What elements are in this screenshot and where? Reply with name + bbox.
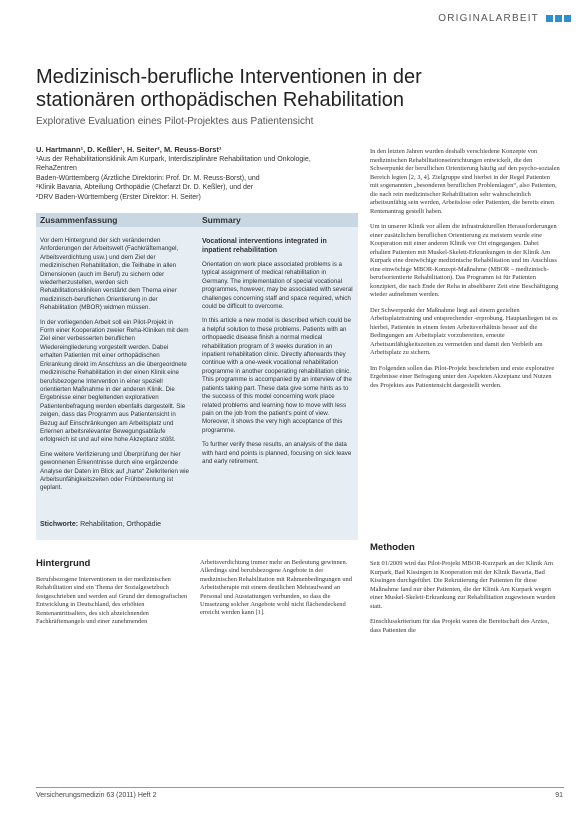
background-column: [36, 576, 188, 626]
body-paragraph: Einschlusskriterium für das Projekt waren die Bereitschaft des Arztes, dass Patienten die: [370, 618, 550, 634]
square-icon: [546, 15, 553, 22]
keywords-value: Rehabilitation, Orthopädie: [80, 521, 162, 528]
section-squares: [546, 15, 571, 22]
keywords: [40, 521, 161, 528]
section-label: ORIGINALARBEIT: [438, 13, 539, 24]
journal-citation: Versicherungsmedizin 63 (2011) Heft 2: [36, 792, 157, 799]
body-paragraph: Berufsbezogene Interventionen in der medizinischen Rehabilitation sind ein Thema der Sozialgesetzbuch festgeschrieben und werden auf Grund der demografischen Entwicklung in Deutschland, des erhöhten Rentenantrittsalters, des sich abzeichnenden Fachkräftemangels und einer zunehmenden: [36, 576, 188, 626]
affiliation-line: ¹Aus der Rehabilitationsklinik Am Kurpark, Interdisziplinäre Rehabilitation und Onkologie, RehaZentren: [36, 155, 311, 172]
body-paragraph: Der Schwerpunkt der Maßnahme liegt auf einem gezielten Arbeitsplatztraining und entsprechender -erprobung. Hauptanliegen ist es hierbei, Patienten in einem festen Arbeitsverhältnis besser auf die Bedingungen am Arbeitsplatz vorzubereiten, erneute Arbeitsunfähigkeitszeiten zu vermeiden und damit den Verbleib am Arbeitsplatz zu sichern.: [370, 306, 558, 356]
background-heading: Hintergrund: [36, 558, 91, 569]
abstract-paragraph: Eine weitere Verifizierung und Überprüfung der hier gewonnenen Erkenntnisse durch eine ergänzende Analyse der Daten im Blick auf „harte“ Zielkriterien wie Arbeitsunfähigkeitszeiten oder Frühberentung ist geplant.: [40, 450, 189, 492]
article-title: Medizinisch-berufliche Interventionen in der stationären orthopädischen Rehabilitation: [36, 66, 422, 111]
author-names: U. Hartmann¹, D. Keßler¹, H. Seiter², M. Reuss-Borst¹: [36, 145, 222, 154]
methods-column: [370, 560, 560, 642]
summary-box: [36, 213, 358, 540]
article-subtitle: Explorative Evaluation eines Pilot-Projektes aus Patientensicht: [36, 116, 314, 127]
abstract-paragraph: In der vorliegenden Arbeit soll ein Pilot-Projekt in Form einer Kooperation zweier Reha-Kliniken mit dem Ziel einer verbesserten beruflichen Wiedereingliederung vorgestellt werden. Dabei erhalten Patienten mit einer orthopädischen Erkrankung direkt im Anschluss an die übergeordnete medizinische Rehabilitation in der einen Klinik eine berufsbezogene Intervention in einer speziell orientierten Maßnahme in der anderen Klinik. Die Ergebnisse einer begleitenden explorativen Patientenbefragung werden ebenfalls dargestellt. Sie zeigen, dass das Programm aus Patientensicht in Bezug auf Einschränkungen am Arbeitsplatz und Erlernen arbeitsrelevanter Bewegungsabläufe erfolgreich ist und auf eine hohe Akzeptanz stößt.: [40, 318, 189, 444]
square-icon: [555, 15, 562, 22]
affiliation-line: ²DRV Baden-Württemberg (Erster Direktor: H. Seiter): [36, 193, 201, 201]
middle-column: [200, 559, 358, 618]
heading-zusammenfassung: Zusammenfassung: [40, 215, 118, 225]
abstract-paragraph: Vor dem Hintergrund der sich verändernden Anforderungen der Arbeitswelt (Fachkräftemangel, Arbeitsverdichtung usw.) und dem Ziel der medizinischen Rehabilitation, die Teilhabe in allen Dimensionen (auch im Beruf) zu sichern oder wiederherzustellen, werden sich Rehabilitationskliniken verstärkt dem Thema einer medizinisch-beruflichen Orientierung in der Rehabilitation (MBOR) widmen müssen.: [40, 237, 179, 312]
abstract-english: [202, 237, 353, 472]
body-paragraph: Um in unserer Klinik vor allem die infrastrukturellen Herausforderungen einer zusätzlichen beruflichen Orientierung zu meistern wurde eine Kooperation mit einer anderen Klinik vor Ort eingegangen. Dabei erhalten Patienten mit Muskel-Skelett-Erkrankungen in der Klinik Am Kurpark eine dreiwöchige medizinische Rehabilitation und im Anschluss eine einwöchige MBOR-Konzept-Maßnahme (MBOR – medizinisch-berufsorientierte Rehabilitation). Das Programm ist für Patienten konzipiert, die nach Ende der Reha in absehbarer Zeit eine Beschäftigung wieder aufnehmen werden.: [370, 223, 559, 298]
body-paragraph: In den letzten Jahren wurden deshalb verschiedene Konzepte von medizinischen Rehabilitationseinrichtungen entwickelt, die den Schwerpunkt der beruflichen Orientierung häufig auf den psycho-sozialen Bereich legten [2, 3, 4]. Zielgruppe sind hierbei in der Regel Patienten mit sogenannten „besonderen beruflichen Problemlagen“, also Patienten, die nach rein medizinischer Rehabilitation sehr wahrscheinlich arbeitsunfähig sein werden, Arbeitslose oder Patienten, die bereits einen Rentenantrag gestellt haben.: [370, 148, 560, 215]
methods-heading: Methoden: [370, 542, 415, 553]
heading-summary: Summary: [202, 215, 241, 225]
english-title: Vocational interventions integrated in inpatient rehabilitation: [202, 238, 327, 254]
abstract-paragraph: To further verify these results, an analysis of the data with hard end points is planned, focusing on sick leave and early retirement.: [202, 441, 352, 465]
intro-column: [370, 148, 560, 397]
section-tag: [438, 13, 571, 24]
keywords-label: Stichworte:: [40, 521, 79, 528]
square-icon: [564, 15, 571, 22]
body-paragraph: Im Folgenden sollen das Pilot-Projekt beschrieben und erste explorative Ergebnisse einer Befragung unter den Aspekten Akzeptanz und Nutzen des Projektes aus Patientensicht dargestellt werden.: [370, 364, 555, 389]
body-paragraph: Arbeitsverdichtung immer mehr an Bedeutung gewinnen. Allerdings sind berufsbezogene Angebote in der medizinischen Rehabilitation mit Rahmenbedingungen und Arbeitstherapie mit einem deutlichen Mehraufwand an Personal und Ausstattungen verbunden, so dass die Umsetzung solcher Angebote wohl nicht flächendeckend erreicht werden kann [1].: [200, 559, 352, 617]
summary-box-header: [36, 213, 358, 227]
footer-divider: [36, 787, 564, 788]
page-number: 91: [555, 792, 563, 799]
abstract-paragraph: Orientation on work place associated problems is a typical assignment of medical rehabilitation in Germany. The implementation of special vocational programmes, however, may be associated with several challenges concerning staff and space required, which could be difficult to overcome.: [202, 261, 353, 311]
author-block: [36, 145, 336, 202]
body-paragraph: Seit 01/2009 wird das Pilot-Projekt MBOR-Kurzpark an der Klinik Am Kurpark, Bad Kissingen in Kooperation mit der Klinik Bavaria, Bad Kissingen durchgeführt. Die Rekrutierung der Patienten für diese Maßnahme fand nur über Patienten, die der Klinik Am Kurpark wegen einer Muskel-Skelett-Erkrankung zur Rehabilitation zugewiesen wurden statt.: [370, 560, 556, 610]
affiliation-line: ²Klinik Bavaria, Abteilung Orthopädie (Chefarzt Dr. D. Keßler), und der: [36, 184, 254, 191]
abstract-paragraph: In this article a new model is described which could be a helpful solution to these problems. Patients with an orthopaedic disease finish a normal medical rehabilitation program of 3 weeks duration in an inpatient rehabilitation clinic. Directly afterwards they continue with a one-week vocational rehabilitation programme in another cooperating rehabilitation clinic. This programme is accompanied by an interview of the patients taking part. These data give some hints as to the success of this model concerning work place related problems and learning how to move with less pain on the job from the patient’s point of view. Moreover, it shows the very high acceptance of this programme.: [202, 317, 352, 434]
affiliation-line: Baden-Württemberg (Ärztliche Direktorin: Prof. Dr. M. Reuss-Borst), und: [36, 174, 260, 182]
abstract-german: [40, 237, 189, 499]
